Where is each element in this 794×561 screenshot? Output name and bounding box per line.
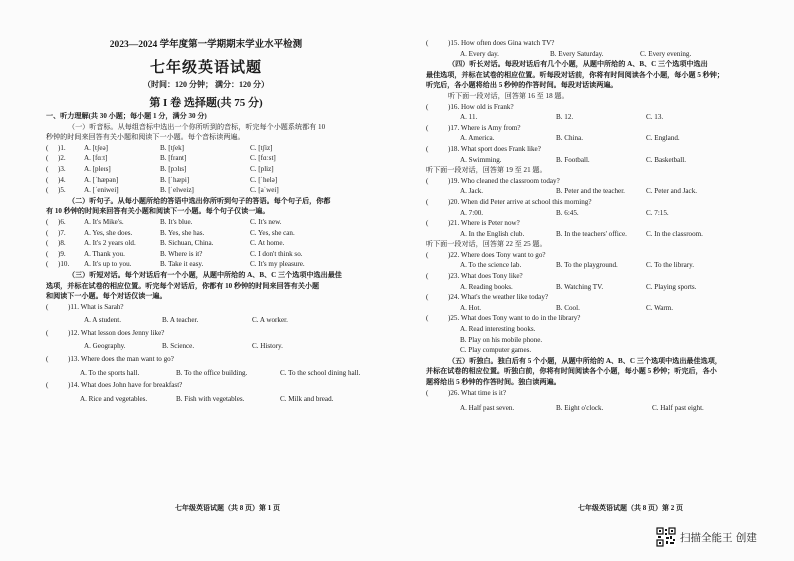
options-row	[426, 112, 782, 123]
option-b[interactable]: B. Take it easy.	[160, 260, 204, 269]
question-stem: ( )12. What lesson does Jenny like?	[46, 328, 165, 337]
options-row	[426, 229, 782, 240]
question-stem: ( )24. What's the weather like today?	[426, 293, 549, 302]
question-stem: ( )14. What does John have for breakfast?	[46, 381, 183, 390]
option-b[interactable]: B. In the teachers' office.	[556, 229, 627, 238]
option-b[interactable]: B. China.	[556, 134, 583, 143]
option-a[interactable]: A. 11.	[460, 113, 478, 122]
question-number: )5.	[58, 186, 66, 195]
options-row	[46, 365, 386, 381]
time-info: （时间：120 分钟； 满分：120 分）	[143, 80, 269, 89]
options-row	[46, 391, 386, 407]
option-b[interactable]: B. Science.	[162, 342, 195, 351]
options-row	[426, 49, 782, 60]
question-row: ( )7. A. Yes, she does. B. Yes, she has. C. Yes, she can.	[46, 228, 295, 237]
part3-intro-1: （三）听短对话。每个对话后有一个小题，从题中所给的 A、B、C 三个选项中选出最佳	[68, 270, 342, 279]
option-c[interactable]: C. Warm.	[646, 303, 674, 312]
part2-intro-1: （二）听句子。从每小题所给的答语中选出你所听到句子的答语。每个句子后，你都	[68, 196, 331, 205]
question-number: )4.	[58, 175, 66, 184]
part2-questions	[46, 217, 386, 270]
option-b[interactable]: B. Cool.	[556, 303, 580, 312]
question-row: ( )5. A. [ˈeniwei] B. [ˈelweiz] C. [aˈwei]	[46, 186, 279, 195]
option-c[interactable]: C. [tʃiz]	[250, 143, 273, 152]
part4b-questions	[426, 176, 782, 240]
option-c[interactable]: C. Every evening.	[640, 49, 692, 58]
option-a[interactable]: A. A student.	[84, 316, 122, 325]
question-stem: ( )16. How old is Frank?	[426, 102, 514, 111]
part3-intro-3: 和阅读下一小题。每个对话仅读一遍。	[46, 292, 167, 301]
option-a[interactable]: A. Rice and vegetables.	[80, 394, 148, 403]
option-a[interactable]: A. It's 2 years old.	[84, 239, 136, 248]
options-row	[426, 303, 782, 314]
option-a[interactable]: A. Read interesting books.	[460, 325, 536, 334]
question-row: ( )3. A. [pleɪs] B. [pɔlɪs] C. [pliz]	[46, 164, 274, 173]
option-c[interactable]: C. 13.	[646, 113, 664, 122]
option-b[interactable]: B. To the office building.	[176, 368, 248, 377]
option-b[interactable]: B. [frant]	[160, 154, 187, 163]
option-a[interactable]: A. Half past seven.	[460, 404, 515, 413]
volume-title: 第 I 卷 选择题(共 75 分)	[149, 97, 263, 109]
option-c[interactable]: C. Yes, she can.	[250, 228, 295, 237]
part4-sub-instruction: 听下面一段对话，回答第 16 至 18 题。	[448, 91, 569, 100]
option-c[interactable]: C. [aˈwei]	[250, 186, 279, 195]
part5-intro-3: 题将给出 5 秒钟的作答时间。独白读两遍。	[426, 378, 561, 386]
options-row	[426, 186, 782, 197]
qr-code-icon	[656, 527, 676, 547]
option-c[interactable]: C. [pliz]	[250, 164, 274, 173]
part4-intro-2: 最佳选项，并标在试卷的相应位置。听每段对话前，你将有时间阅读各个小题，每小题 5 秒钟；	[426, 70, 724, 79]
option-a[interactable]: A. Geography.	[84, 342, 126, 351]
part3-questions	[46, 302, 386, 407]
question-number: )9.	[58, 249, 66, 258]
option-a[interactable]: A. Hot.	[460, 303, 482, 312]
part4a-questions	[426, 102, 782, 166]
option-b[interactable]: B. Football.	[556, 155, 590, 164]
option-c[interactable]: C. Playing sports.	[646, 282, 697, 291]
part1-intro-1: （一）听音标。从每组音标中选出一个你所听到的音标，听完每个小题系统都有 10	[68, 122, 326, 131]
option-a[interactable]: A. Every day.	[460, 49, 499, 58]
option-c[interactable]: C. Peter and Jack.	[646, 187, 698, 196]
part4-sub-instruction: 听下面一段对话，回答第 19 至 21 题。	[426, 166, 547, 175]
scanner-watermark: 扫描全能王 创建	[680, 532, 757, 544]
option-b[interactable]: B. Eight o'clock.	[556, 404, 604, 413]
option-c[interactable]: C. Milk and bread.	[280, 394, 334, 403]
question-stem: ( )15. How often does Gina watch TV?	[426, 39, 555, 47]
section-title: 一、听力理解(共 30 小题；每小题 1 分，满分 30 分)	[46, 112, 207, 120]
part4c-questions	[426, 250, 782, 314]
part5-intro-2: 并标在试卷的相应位置。听独白前，你将有时间阅读各个小题，每小题 5 秒钟；听完后，各小	[426, 367, 717, 376]
option-a[interactable]: A. [tʃeə]	[84, 143, 109, 152]
question-row: ( )9. A. Thank you. B. Where is it? C. I don't think so.	[46, 249, 303, 258]
option-b[interactable]: B. Peter and the teacher.	[556, 187, 625, 196]
option-c[interactable]: C. [ˈhelə]	[250, 175, 278, 184]
option-c[interactable]: C. Play computer games.	[460, 346, 532, 355]
question-number: )1.	[58, 143, 66, 152]
part1-intro-2: 秒钟的时间来回答有关小题和阅读下一小题。每个音标读两遍。	[46, 133, 245, 142]
option-a[interactable]: A. It's Mike's.	[84, 217, 124, 226]
option-c[interactable]: C. It's my pleasure.	[250, 260, 305, 269]
question-stem: ( )26. What time is it?	[426, 388, 506, 397]
question-stem: ( )11. What is Sarah?	[46, 302, 124, 311]
option-a[interactable]: A. In the English club.	[460, 229, 525, 238]
options-row	[426, 155, 782, 166]
option-c[interactable]: C. To the school dining hall.	[280, 368, 361, 377]
option-a[interactable]: A. [fɑːt]	[84, 154, 108, 163]
option-b[interactable]: B. To the playground.	[556, 261, 618, 270]
option-b[interactable]: B. 6:45.	[556, 208, 579, 217]
question-stem: ( )21. Where is Peter now?	[426, 219, 520, 228]
question-number: )6.	[58, 217, 66, 226]
options-row	[426, 260, 782, 271]
question-stem: ( )23. What does Tony like?	[426, 272, 523, 281]
question-number: )8.	[58, 239, 66, 248]
options-row	[426, 208, 782, 219]
question-stem: ( )18. What sport does Frank like?	[426, 144, 541, 153]
exam-title: 七年级英语试题	[149, 60, 262, 76]
option-a[interactable]: A. America.	[460, 134, 495, 143]
question-row: ( )1. A. [tʃeə] B. [tʃek] C. [tʃiz]	[46, 143, 273, 152]
question-stem: ( )17. Where is Amy from?	[426, 123, 521, 132]
option-b[interactable]: B. Yes, she has.	[160, 228, 205, 237]
option-b[interactable]: B. A teacher.	[162, 316, 199, 325]
part4-intro-3: 听完后，各小题将给出 5 秒钟的作答时间。每段对话读两遍。	[426, 81, 618, 90]
option-c[interactable]: C. It's new.	[250, 217, 282, 226]
question-row: ( )4. A. [ˈhæpən] B. [ˈhæpi] C. [ˈhelə]	[46, 175, 278, 184]
option-b[interactable]: B. Fish with vegetables.	[176, 394, 245, 403]
option-c[interactable]: C. England.	[646, 134, 680, 143]
question-row: ( )6. A. It's Mike's. B. It's blue. C. It's new.	[46, 217, 282, 226]
question-number: )10.	[58, 260, 70, 269]
option-b[interactable]: B. Every Saturday.	[550, 49, 604, 58]
option-b[interactable]: B. [ˈelweiz]	[160, 186, 194, 195]
option-b[interactable]: B. Watching TV.	[556, 282, 604, 291]
option-a[interactable]: A. To the sports hall.	[80, 368, 140, 377]
part3-intro-2: 选项，并标在试卷的相应位置。听完每个对话后，你都有 10 秒钟的时间来回答有关小题	[46, 281, 320, 290]
option-c[interactable]: C. Basketball.	[646, 155, 686, 164]
option-c[interactable]: C. In the classroom.	[646, 229, 703, 238]
option-b[interactable]: B. Where is it?	[160, 249, 203, 258]
part1-questions	[46, 143, 386, 196]
question-row: ( )2. A. [fɑːt] B. [frant] C. [fɑːst]	[46, 154, 276, 163]
right-page-footer: 七年级英语试题（共 8 页）第 2 页	[578, 504, 683, 512]
question-number: )7.	[58, 228, 66, 237]
question-stem: ( )19. Who cleaned the classroom today?	[426, 176, 560, 185]
option-a[interactable]: A. [ˈeniwei]	[84, 186, 119, 195]
option-c[interactable]: C. A worker.	[252, 316, 288, 325]
option-a[interactable]: A. Jack.	[460, 187, 484, 196]
options-row	[46, 338, 386, 354]
option-b[interactable]: B. Play on his mobile phone.	[460, 335, 543, 344]
exam-year-title: 2023—2024 学年度第一学期期末学业水平检测	[109, 40, 303, 50]
part4-sub-instruction: 听下面一段对话，回答第 22 至 25 题。	[426, 240, 547, 249]
part2-intro-2: 有 10 秒钟的时间来回答有关小题和阅读下一小题。每个句子仅读一遍。	[46, 207, 270, 216]
option-b[interactable]: B. [tʃek]	[160, 143, 185, 152]
option-b[interactable]: B. It's blue.	[160, 217, 193, 226]
option-a[interactable]: A. Yes, she does.	[84, 228, 133, 237]
options-row	[426, 398, 782, 414]
option-c[interactable]: C. Half past eight.	[652, 404, 704, 413]
option-b[interactable]: B. [ˈhæpi]	[160, 175, 190, 184]
right-page	[400, 0, 794, 561]
options-row	[46, 312, 386, 328]
option-a[interactable]: A. 7:00.	[460, 208, 484, 217]
option-b[interactable]: B. Sichuan, China.	[160, 239, 214, 248]
question-stem: ( )20. When did Peter arrive at school this morning?	[426, 197, 592, 206]
part4-intro-1: （四）听长对话。每段对话后有几个小题，从题中所给的 A、B、C 三个选项中选出	[448, 60, 708, 69]
option-c[interactable]: C. I don't think so.	[250, 249, 303, 258]
option-c[interactable]: C. 7:15.	[646, 208, 669, 217]
option-b[interactable]: B. 12.	[556, 113, 574, 122]
question-row: ( )10. A. It's up to you. B. Take it easy. C. It's my pleasure.	[46, 260, 305, 269]
option-a[interactable]: A. [ˈhæpən]	[84, 175, 119, 184]
option-c[interactable]: C. At home.	[250, 239, 285, 248]
question-stem: ( )13. Where does the man want to go?	[46, 355, 174, 364]
part5-intro-1: （五）听独白。独白后有 5 个小题，从题中所给的 A、B、C 三个选项中选出最佳选项，	[448, 356, 722, 365]
question-stem: ( )22. Where does Tony want to go?	[426, 250, 546, 259]
option-a[interactable]: A. Reading books.	[460, 282, 513, 291]
option-a[interactable]: A. [pleɪs]	[84, 164, 111, 173]
options-row	[426, 133, 782, 144]
question-row: ( )8. A. It's 2 years old. B. Sichuan, China. C. At home.	[46, 239, 285, 248]
options-row	[426, 282, 782, 293]
option-b[interactable]: B. [pɔlɪs]	[160, 164, 187, 173]
option-c[interactable]: C. History.	[252, 342, 283, 351]
option-a[interactable]: A. Swimming.	[460, 155, 502, 164]
question-number: )2.	[58, 154, 66, 163]
left-page-footer: 七年级英语试题（共 8 页）第 1 页	[175, 504, 280, 512]
option-c[interactable]: C. [fɑːst]	[250, 154, 276, 163]
option-a[interactable]: A. It's up to you.	[84, 260, 132, 269]
option-a[interactable]: A. To the science lab.	[460, 261, 522, 270]
option-c[interactable]: C. To the library.	[646, 261, 694, 270]
option-a[interactable]: A. Thank you.	[84, 249, 125, 258]
question-number: )3.	[58, 164, 66, 173]
question-stem: ( )25. What does Tony want to do in the library?	[426, 314, 581, 323]
